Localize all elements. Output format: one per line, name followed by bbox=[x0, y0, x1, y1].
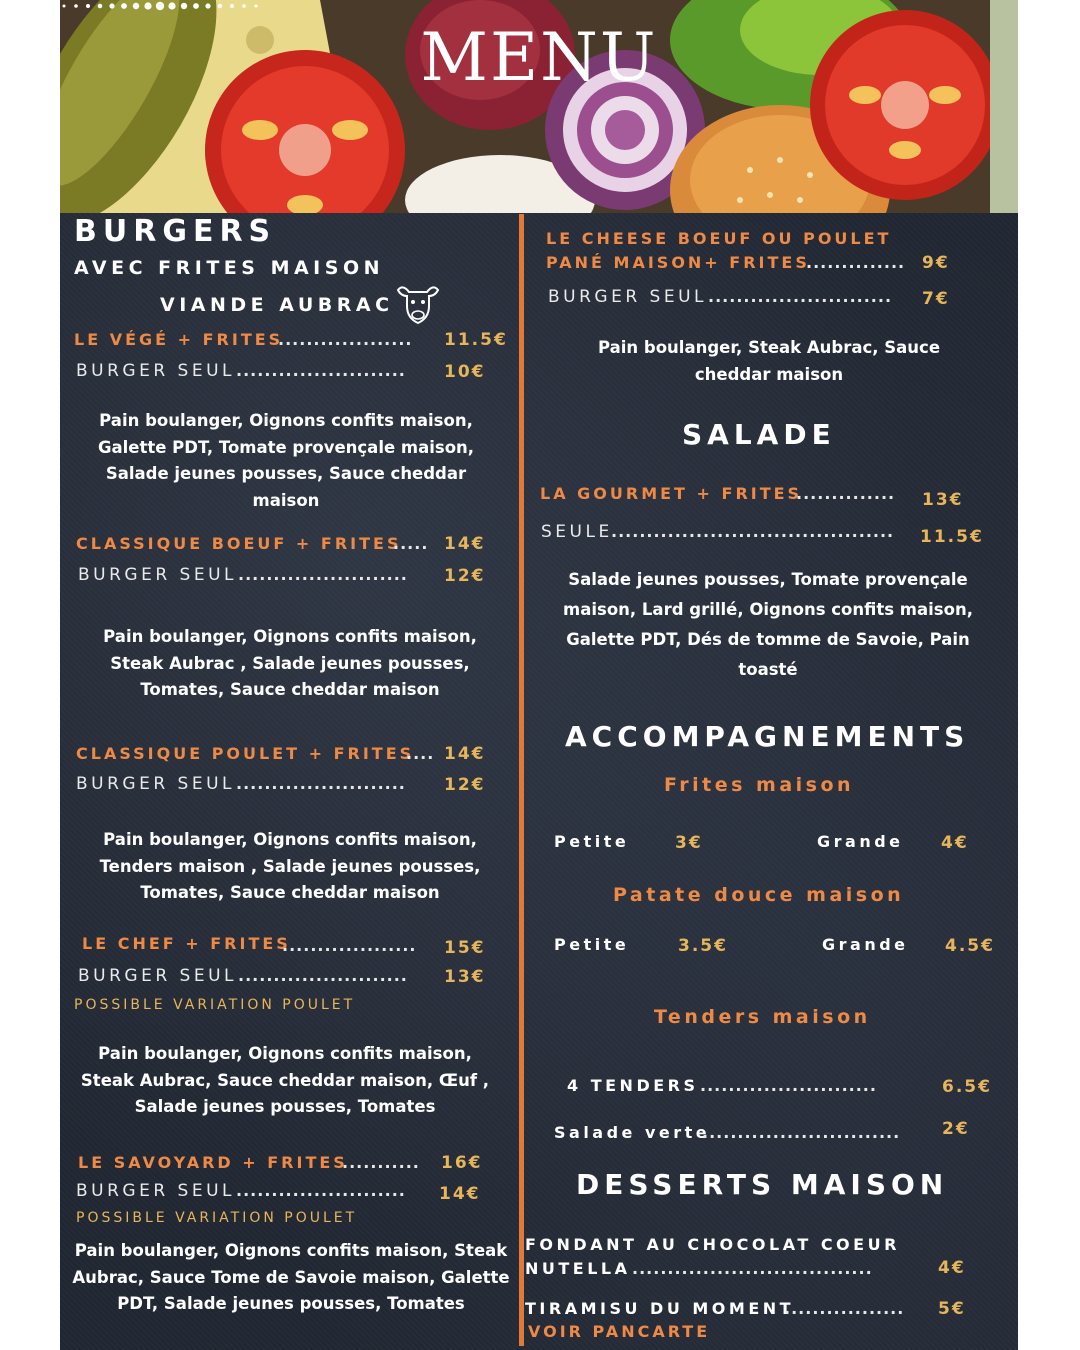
burger-poulet-alone-label: BURGER SEUL bbox=[76, 774, 235, 794]
desserts-heading: DESSERTS MAISON bbox=[576, 1168, 949, 1201]
burger-poulet-name: CLASSIQUE POULET + FRITES bbox=[76, 744, 415, 763]
burger-vege-description: Pain boulanger, Oignons confits maison, Galette PDT, Tomate provençale maison, Salade jeunes pousses, Sauce cheddar maison bbox=[97, 411, 475, 510]
salade-description: Salade jeunes pousses, Tomate provençale maison, Lard grillé, Oignons confits maison, Galette PDT, Dés de tomme de Savoie, Pain toasté bbox=[563, 570, 973, 679]
frites-large-price: 4€ bbox=[941, 833, 969, 853]
burger-chef-variation: POSSIBLE VARIATION POULET bbox=[74, 997, 356, 1013]
burger-savoyard-alone-label: BURGER SEUL bbox=[76, 1181, 235, 1201]
bull-head-icon bbox=[395, 282, 441, 326]
burger-chef-alone-price: 13€ bbox=[444, 967, 486, 987]
burger-vege-dots: ................... bbox=[278, 330, 413, 349]
dessert-tiramisu-dots: ................. bbox=[784, 1299, 905, 1318]
menu-poster bbox=[60, 0, 1018, 1350]
burger-chef-description: Pain boulanger, Oignons confits maison, Steak Aubrac, Sauce cheddar maison, Œuf , Salade jeunes pousses, Tomates bbox=[80, 1044, 490, 1116]
salade-verte-price: 2€ bbox=[942, 1119, 970, 1139]
frites-large-label: Grande bbox=[817, 832, 904, 851]
burger-chef-price: 15€ bbox=[444, 938, 486, 958]
cheese-alone-label: BURGER SEUL bbox=[548, 287, 707, 307]
cheese-dots: .............. bbox=[806, 253, 906, 272]
dessert-fondant-price: 4€ bbox=[938, 1258, 966, 1278]
burger-vege-price: 11.5€ bbox=[444, 330, 508, 350]
burger-vege-alone-dots: ........................ bbox=[236, 361, 406, 380]
salade-price: 13€ bbox=[922, 490, 964, 510]
burger-chef-name: LE CHEF + FRITES bbox=[82, 934, 291, 953]
meat-origin: VIANDE AUBRAC bbox=[160, 294, 394, 316]
burger-chef-alone-label: BURGER SEUL bbox=[78, 966, 237, 986]
food-banner bbox=[60, 0, 1018, 213]
patate-large-price: 4.5€ bbox=[945, 936, 995, 956]
dessert-tiramisu-name: TIRAMISU DU MOMENT bbox=[525, 1299, 795, 1318]
burger-poulet-dots: .... bbox=[406, 744, 435, 763]
burger-savoyard-dots: ........... bbox=[342, 1153, 420, 1172]
burger-boeuf-alone-label: BURGER SEUL bbox=[78, 565, 237, 585]
burger-savoyard-variation: POSSIBLE VARIATION POULET bbox=[76, 1210, 358, 1226]
cheese-description: Pain boulanger, Steak Aubrac, Sauce cheddar maison bbox=[597, 338, 941, 384]
burger-vege-alone-label: BURGER SEUL bbox=[76, 361, 235, 381]
salade-verte-label: Salade verte bbox=[554, 1123, 711, 1142]
salade-heading: SALADE bbox=[682, 418, 836, 451]
cheese-alone-dots: .......................... bbox=[708, 287, 893, 306]
patate-small-price: 3.5€ bbox=[678, 936, 728, 956]
burger-boeuf-price: 14€ bbox=[444, 534, 486, 554]
title-dots-decoration bbox=[60, 0, 260, 12]
burger-boeuf-description: Pain boulanger, Oignons confits maison, Steak Aubrac , Salade jeunes pousses, Tomates, Sauce cheddar maison bbox=[103, 627, 477, 699]
cheese-name-line1: LE CHEESE BOEUF OU POULET bbox=[546, 229, 892, 248]
dessert-fondant-line1: FONDANT AU CHOCOLAT COEUR bbox=[525, 1235, 900, 1254]
burger-chef-alone-dots: ........................ bbox=[238, 966, 408, 985]
burger-boeuf-alone-price: 12€ bbox=[444, 566, 486, 586]
tenders-dots: ......................... bbox=[700, 1076, 877, 1095]
burger-poulet-description: Pain boulanger, Oignons confits maison, Tenders maison , Salade jeunes pousses, Tomates, Sauce cheddar maison bbox=[99, 830, 481, 902]
salade-alone-label: SEULE bbox=[541, 522, 613, 542]
burger-boeuf-name: CLASSIQUE BOEUF + FRITES bbox=[76, 534, 402, 553]
burger-savoyard-price: 16€ bbox=[441, 1153, 483, 1173]
burger-savoyard-description: Pain boulanger, Oignons confits maison, Steak Aubrac, Sauce Tome de Savoie maison, Galette PDT, Salade jeunes pousses, Tomates bbox=[72, 1241, 510, 1313]
burger-vege-name: LE VÉGÉ + FRITES bbox=[74, 330, 284, 349]
dessert-tiramisu-note: VOIR PANCARTE bbox=[528, 1322, 711, 1341]
cheese-price: 9€ bbox=[922, 253, 950, 273]
frites-small-label: Petite bbox=[554, 832, 630, 851]
burgers-heading: BURGERS bbox=[74, 214, 277, 249]
tenders-price: 6.5€ bbox=[942, 1077, 992, 1097]
burger-savoyard-alone-dots: ........................ bbox=[236, 1181, 406, 1200]
salade-verte-dots: ............................ bbox=[702, 1123, 901, 1142]
burger-poulet-alone-dots: ........................ bbox=[236, 774, 406, 793]
burger-boeuf-alone-dots: ........................ bbox=[238, 565, 408, 584]
burger-chef-dots: ................... bbox=[282, 936, 417, 955]
frites-small-price: 3€ bbox=[675, 833, 703, 853]
cheese-alone-price: 7€ bbox=[922, 289, 950, 309]
dessert-fondant-dots: .................................. bbox=[632, 1259, 873, 1278]
tenders-title: Tenders maison bbox=[654, 1006, 871, 1028]
column-divider bbox=[519, 214, 524, 1346]
patate-large-label: Grande bbox=[822, 935, 909, 954]
burger-poulet-alone-price: 12€ bbox=[444, 775, 486, 795]
burger-savoyard-name: LE SAVOYARD + FRITES bbox=[78, 1153, 348, 1172]
cheese-name-line2: PANÉ MAISON+ FRITES bbox=[546, 253, 810, 272]
salade-alone-dots: ........................................ bbox=[611, 522, 895, 541]
burger-boeuf-dots: ..... bbox=[393, 534, 429, 553]
frites-title: Frites maison bbox=[664, 774, 855, 796]
burger-poulet-price: 14€ bbox=[444, 744, 486, 764]
dessert-tiramisu-price: 5€ bbox=[938, 1299, 966, 1319]
menu-title: MENU bbox=[420, 19, 658, 96]
salade-alone-price: 11.5€ bbox=[920, 527, 984, 547]
salade-dots: .............. bbox=[796, 484, 896, 503]
accompagnements-heading: ACCOMPAGNEMENTS bbox=[565, 720, 970, 753]
dessert-fondant-line2: NUTELLA bbox=[525, 1259, 631, 1278]
patate-title: Patate douce maison bbox=[613, 884, 905, 906]
burger-vege-alone-price: 10€ bbox=[444, 362, 486, 382]
salade-name: LA GOURMET + FRITES bbox=[540, 484, 803, 503]
burgers-subheading: AVEC FRITES MAISON bbox=[74, 257, 384, 279]
patate-small-label: Petite bbox=[554, 935, 630, 954]
burger-savoyard-alone-price: 14€ bbox=[439, 1184, 481, 1204]
tenders-label: 4 TENDERS bbox=[567, 1076, 699, 1095]
